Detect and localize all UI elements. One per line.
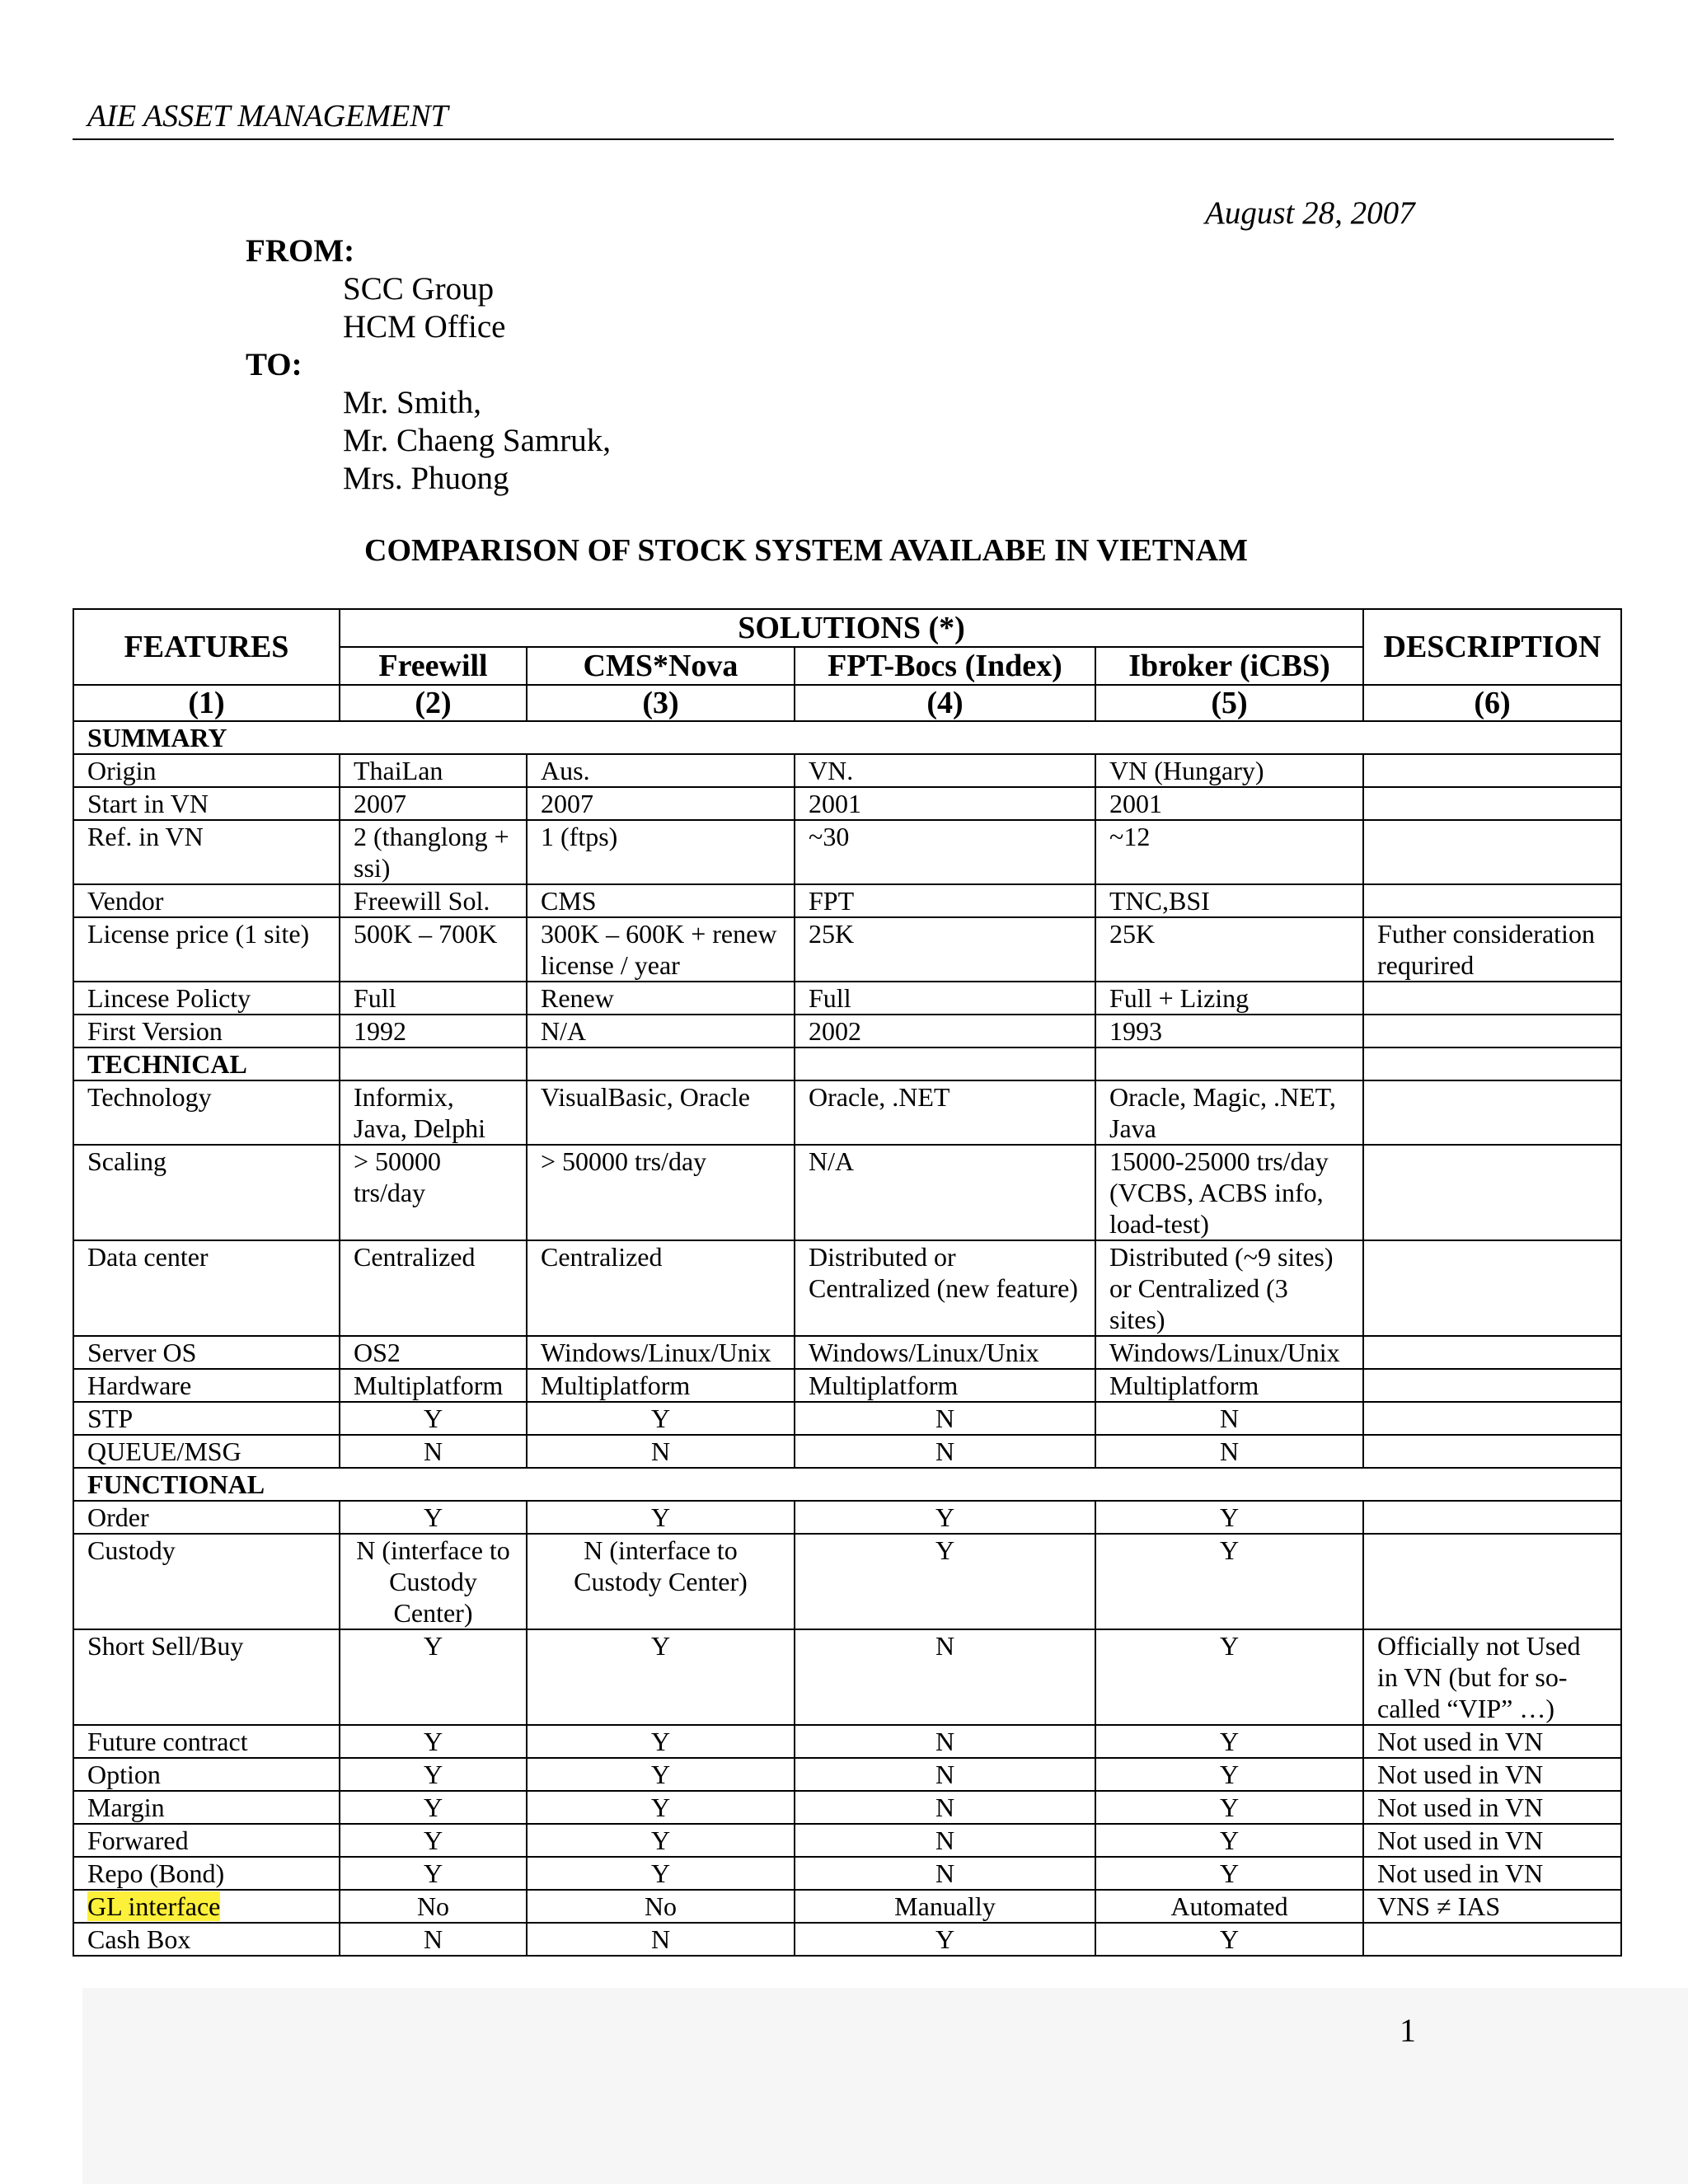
table-row	[73, 1501, 1621, 1534]
highlighted-feature: GL interface	[87, 1891, 221, 1921]
table-row	[73, 1890, 1621, 1923]
feature-cell: Short Sell/Buy	[73, 1629, 340, 1725]
description-cell	[1363, 820, 1621, 884]
solution-name: Ibroker (iCBS)	[1095, 647, 1363, 685]
freewill-cell: Y	[340, 1857, 527, 1890]
document-title: COMPARISON OF STOCK SYSTEM AVAILABE IN VIETNAM	[364, 533, 1248, 568]
fptbocs-cell: N	[795, 1857, 1095, 1890]
fptbocs-cell: Full	[795, 982, 1095, 1015]
column-number: (3)	[527, 685, 795, 721]
table-row	[73, 1369, 1621, 1402]
table-row	[73, 754, 1621, 787]
fptbocs-cell: Windows/Linux/Unix	[795, 1336, 1095, 1369]
table-row	[73, 820, 1621, 884]
feature-cell: Scaling	[73, 1145, 340, 1240]
cmsnova-cell: N/A	[527, 1015, 795, 1047]
fptbocs-cell: N/A	[795, 1145, 1095, 1240]
ibroker-cell: TNC,BSI	[1095, 884, 1363, 917]
table-row	[73, 1336, 1621, 1369]
ibroker-cell: 2001	[1095, 787, 1363, 820]
table-row	[73, 1240, 1621, 1336]
page-number: 1	[1400, 2012, 1416, 2049]
to-label: TO:	[246, 347, 302, 382]
section-row	[73, 1468, 1621, 1501]
freewill-cell: 1992	[340, 1015, 527, 1047]
feature-cell: Ref. in VN	[73, 820, 340, 884]
section-summary: SUMMARY	[73, 721, 1621, 754]
column-number: (6)	[1363, 685, 1621, 721]
description-cell	[1363, 1501, 1621, 1534]
cmsnova-cell: Renew	[527, 982, 795, 1015]
features-header: FEATURES	[73, 609, 340, 685]
cmsnova-cell: Y	[527, 1725, 795, 1758]
ibroker-cell: N	[1095, 1435, 1363, 1468]
cmsnova-cell: Y	[527, 1791, 795, 1824]
description-cell	[1363, 1534, 1621, 1629]
cmsnova-cell: Y	[527, 1629, 795, 1725]
description-cell	[1363, 1369, 1621, 1402]
feature-cell: Server OS	[73, 1336, 340, 1369]
feature-cell: Start in VN	[73, 787, 340, 820]
cmsnova-cell: Y	[527, 1758, 795, 1791]
table-row	[73, 1080, 1621, 1145]
ibroker-cell: Y	[1095, 1923, 1363, 1956]
feature-cell: Forwared	[73, 1824, 340, 1857]
table-row	[73, 1824, 1621, 1857]
feature-cell: Repo (Bond)	[73, 1857, 340, 1890]
cmsnova-cell: > 50000 trs/day	[527, 1145, 795, 1240]
ibroker-cell: Multiplatform	[1095, 1369, 1363, 1402]
freewill-cell: N	[340, 1923, 527, 1956]
table-row	[73, 1791, 1621, 1824]
cmsnova-cell: N	[527, 1923, 795, 1956]
table-row	[73, 787, 1621, 820]
description-cell: Not used in VN	[1363, 1758, 1621, 1791]
feature-cell: License price (1 site)	[73, 917, 340, 982]
fptbocs-cell: N	[795, 1402, 1095, 1435]
section-row	[73, 1047, 1621, 1080]
ibroker-cell: Y	[1095, 1824, 1363, 1857]
feature-cell: Vendor	[73, 884, 340, 917]
description-cell	[1363, 1336, 1621, 1369]
fptbocs-cell: Y	[795, 1534, 1095, 1629]
table-row	[73, 1857, 1621, 1890]
ibroker-cell: Y	[1095, 1501, 1363, 1534]
fptbocs-cell: N	[795, 1824, 1095, 1857]
freewill-cell: N (interface to Custody Center)	[340, 1534, 527, 1629]
description-cell: Futher consideration requrired	[1363, 917, 1621, 982]
to-line: Mrs. Phuong	[343, 461, 509, 496]
solution-name: FPT-Bocs (Index)	[795, 647, 1095, 685]
description-cell: Not used in VN	[1363, 1791, 1621, 1824]
freewill-cell: Y	[340, 1725, 527, 1758]
feature-cell: Lincese Policty	[73, 982, 340, 1015]
freewill-cell: Informix, Java, Delphi	[340, 1080, 527, 1145]
cmsnova-cell: N (interface to Custody Center)	[527, 1534, 795, 1629]
cmsnova-cell: Y	[527, 1857, 795, 1890]
table-row	[73, 884, 1621, 917]
section-functional: FUNCTIONAL	[73, 1468, 1621, 1501]
ibroker-cell: ~12	[1095, 820, 1363, 884]
fptbocs-cell: 25K	[795, 917, 1095, 982]
cmsnova-cell: 1 (ftps)	[527, 820, 795, 884]
ibroker-cell: VN (Hungary)	[1095, 754, 1363, 787]
cmsnova-cell: CMS	[527, 884, 795, 917]
feature-cell: Option	[73, 1758, 340, 1791]
ibroker-cell: N	[1095, 1402, 1363, 1435]
to-line: Mr. Chaeng Samruk,	[343, 423, 611, 458]
ibroker-cell: Automated	[1095, 1890, 1363, 1923]
freewill-cell: Y	[340, 1402, 527, 1435]
feature-cell: Custody	[73, 1534, 340, 1629]
cmsnova-cell: Y	[527, 1501, 795, 1534]
description-cell: Not used in VN	[1363, 1725, 1621, 1758]
cmsnova-cell: Multiplatform	[527, 1369, 795, 1402]
freewill-cell: Centralized	[340, 1240, 527, 1336]
fptbocs-cell: Multiplatform	[795, 1369, 1095, 1402]
cmsnova-cell: VisualBasic, Oracle	[527, 1080, 795, 1145]
description-header: DESCRIPTION	[1363, 609, 1621, 685]
table-row	[73, 1629, 1621, 1725]
feature-cell: Hardware	[73, 1369, 340, 1402]
fptbocs-cell: ~30	[795, 820, 1095, 884]
feature-cell: Technology	[73, 1080, 340, 1145]
column-number: (1)	[73, 685, 340, 721]
ibroker-cell: Y	[1095, 1725, 1363, 1758]
cmsnova-cell: No	[527, 1890, 795, 1923]
freewill-cell: Full	[340, 982, 527, 1015]
page-header	[73, 97, 1614, 140]
company-name: AIE ASSET MANAGEMENT	[87, 99, 448, 134]
description-cell: Not used in VN	[1363, 1824, 1621, 1857]
feature-cell: STP	[73, 1402, 340, 1435]
cmsnova-cell: Aus.	[527, 754, 795, 787]
table-row	[73, 1402, 1621, 1435]
cmsnova-cell: Windows/Linux/Unix	[527, 1336, 795, 1369]
table-row	[73, 1015, 1621, 1047]
fptbocs-cell: VN.	[795, 754, 1095, 787]
column-number: (2)	[340, 685, 527, 721]
feature-cell: Future contract	[73, 1725, 340, 1758]
cmsnova-cell: Centralized	[527, 1240, 795, 1336]
ibroker-cell: Y	[1095, 1758, 1363, 1791]
table-row	[73, 1758, 1621, 1791]
freewill-cell: Y	[340, 1501, 527, 1534]
fptbocs-cell: FPT	[795, 884, 1095, 917]
ibroker-cell: Y	[1095, 1791, 1363, 1824]
freewill-cell: N	[340, 1435, 527, 1468]
from-line: HCM Office	[343, 309, 506, 344]
fptbocs-cell: Distributed or Centralized (new feature)	[795, 1240, 1095, 1336]
description-cell	[1363, 1402, 1621, 1435]
feature-cell: QUEUE/MSG	[73, 1435, 340, 1468]
feature-cell: Origin	[73, 754, 340, 787]
description-cell: Officially not Used in VN (but for so-called “VIP” …)	[1363, 1629, 1621, 1725]
ibroker-cell: Y	[1095, 1629, 1363, 1725]
column-number: (4)	[795, 685, 1095, 721]
freewill-cell: Freewill Sol.	[340, 884, 527, 917]
fptbocs-cell: N	[795, 1725, 1095, 1758]
feature-cell: First Version	[73, 1015, 340, 1047]
fptbocs-cell: Y	[795, 1923, 1095, 1956]
description-cell	[1363, 754, 1621, 787]
feature-cell: Order	[73, 1501, 340, 1534]
description-cell	[1363, 1145, 1621, 1240]
fptbocs-cell: N	[795, 1629, 1095, 1725]
description-cell	[1363, 1240, 1621, 1336]
fptbocs-cell: N	[795, 1791, 1095, 1824]
freewill-cell: No	[340, 1890, 527, 1923]
freewill-cell: > 50000 trs/day	[340, 1145, 527, 1240]
table-header-row	[73, 609, 1621, 647]
solution-name: CMS*Nova	[527, 647, 795, 685]
from-label: FROM:	[246, 233, 355, 269]
cmsnova-cell: N	[527, 1435, 795, 1468]
fptbocs-cell: N	[795, 1758, 1095, 1791]
freewill-cell: 2 (thanglong + ssi)	[340, 820, 527, 884]
table-row	[73, 1435, 1621, 1468]
section-technical: TECHNICAL	[73, 1047, 340, 1080]
comparison-table	[73, 608, 1622, 1957]
freewill-cell: Multiplatform	[340, 1369, 527, 1402]
freewill-cell: Y	[340, 1791, 527, 1824]
description-cell: VNS ≠ IAS	[1363, 1890, 1621, 1923]
memo-date: August 28, 2007	[1205, 195, 1415, 231]
ibroker-cell: Y	[1095, 1857, 1363, 1890]
fptbocs-cell: Oracle, .NET	[795, 1080, 1095, 1145]
freewill-cell: Y	[340, 1629, 527, 1725]
ibroker-cell: Distributed (~9 sites) or Centralized (3 sites)	[1095, 1240, 1363, 1336]
freewill-cell: ThaiLan	[340, 754, 527, 787]
table-row	[73, 1923, 1621, 1956]
cmsnova-cell: Y	[527, 1824, 795, 1857]
description-cell	[1363, 884, 1621, 917]
ibroker-cell: Oracle, Magic, .NET, Java	[1095, 1080, 1363, 1145]
freewill-cell: Y	[340, 1758, 527, 1791]
table-row	[73, 917, 1621, 982]
solutions-header: SOLUTIONS (*)	[340, 609, 1363, 647]
fptbocs-cell: 2002	[795, 1015, 1095, 1047]
table-row	[73, 1534, 1621, 1629]
solution-name: Freewill	[340, 647, 527, 685]
freewill-cell: OS2	[340, 1336, 527, 1369]
description-cell	[1363, 1015, 1621, 1047]
fptbocs-cell: N	[795, 1435, 1095, 1468]
footer-band	[82, 1988, 1688, 2184]
cmsnova-cell: Y	[527, 1402, 795, 1435]
column-number: (5)	[1095, 685, 1363, 721]
feature-cell: Cash Box	[73, 1923, 340, 1956]
table-row	[73, 1145, 1621, 1240]
column-number-row	[73, 685, 1621, 721]
fptbocs-cell: Y	[795, 1501, 1095, 1534]
fptbocs-cell: 2001	[795, 787, 1095, 820]
section-row	[73, 721, 1621, 754]
description-cell	[1363, 1435, 1621, 1468]
table-row	[73, 982, 1621, 1015]
ibroker-cell: 25K	[1095, 917, 1363, 982]
description-cell: Not used in VN	[1363, 1857, 1621, 1890]
fptbocs-cell: Manually	[795, 1890, 1095, 1923]
from-line: SCC Group	[343, 271, 495, 307]
cmsnova-cell: 300K – 600K + renew license / year	[527, 917, 795, 982]
description-cell	[1363, 787, 1621, 820]
feature-cell: Data center	[73, 1240, 340, 1336]
feature-cell	[73, 1890, 340, 1923]
description-cell	[1363, 1080, 1621, 1145]
feature-cell: Margin	[73, 1791, 340, 1824]
to-line: Mr. Smith,	[343, 385, 481, 420]
ibroker-cell: Y	[1095, 1534, 1363, 1629]
freewill-cell: 2007	[340, 787, 527, 820]
ibroker-cell: Windows/Linux/Unix	[1095, 1336, 1363, 1369]
cmsnova-cell: 2007	[527, 787, 795, 820]
description-cell	[1363, 982, 1621, 1015]
ibroker-cell: 1993	[1095, 1015, 1363, 1047]
description-cell	[1363, 1923, 1621, 1956]
freewill-cell: Y	[340, 1824, 527, 1857]
ibroker-cell: Full + Lizing	[1095, 982, 1363, 1015]
freewill-cell: 500K – 700K	[340, 917, 527, 982]
ibroker-cell: 15000-25000 trs/day (VCBS, ACBS info, load-test)	[1095, 1145, 1363, 1240]
table-row	[73, 1725, 1621, 1758]
